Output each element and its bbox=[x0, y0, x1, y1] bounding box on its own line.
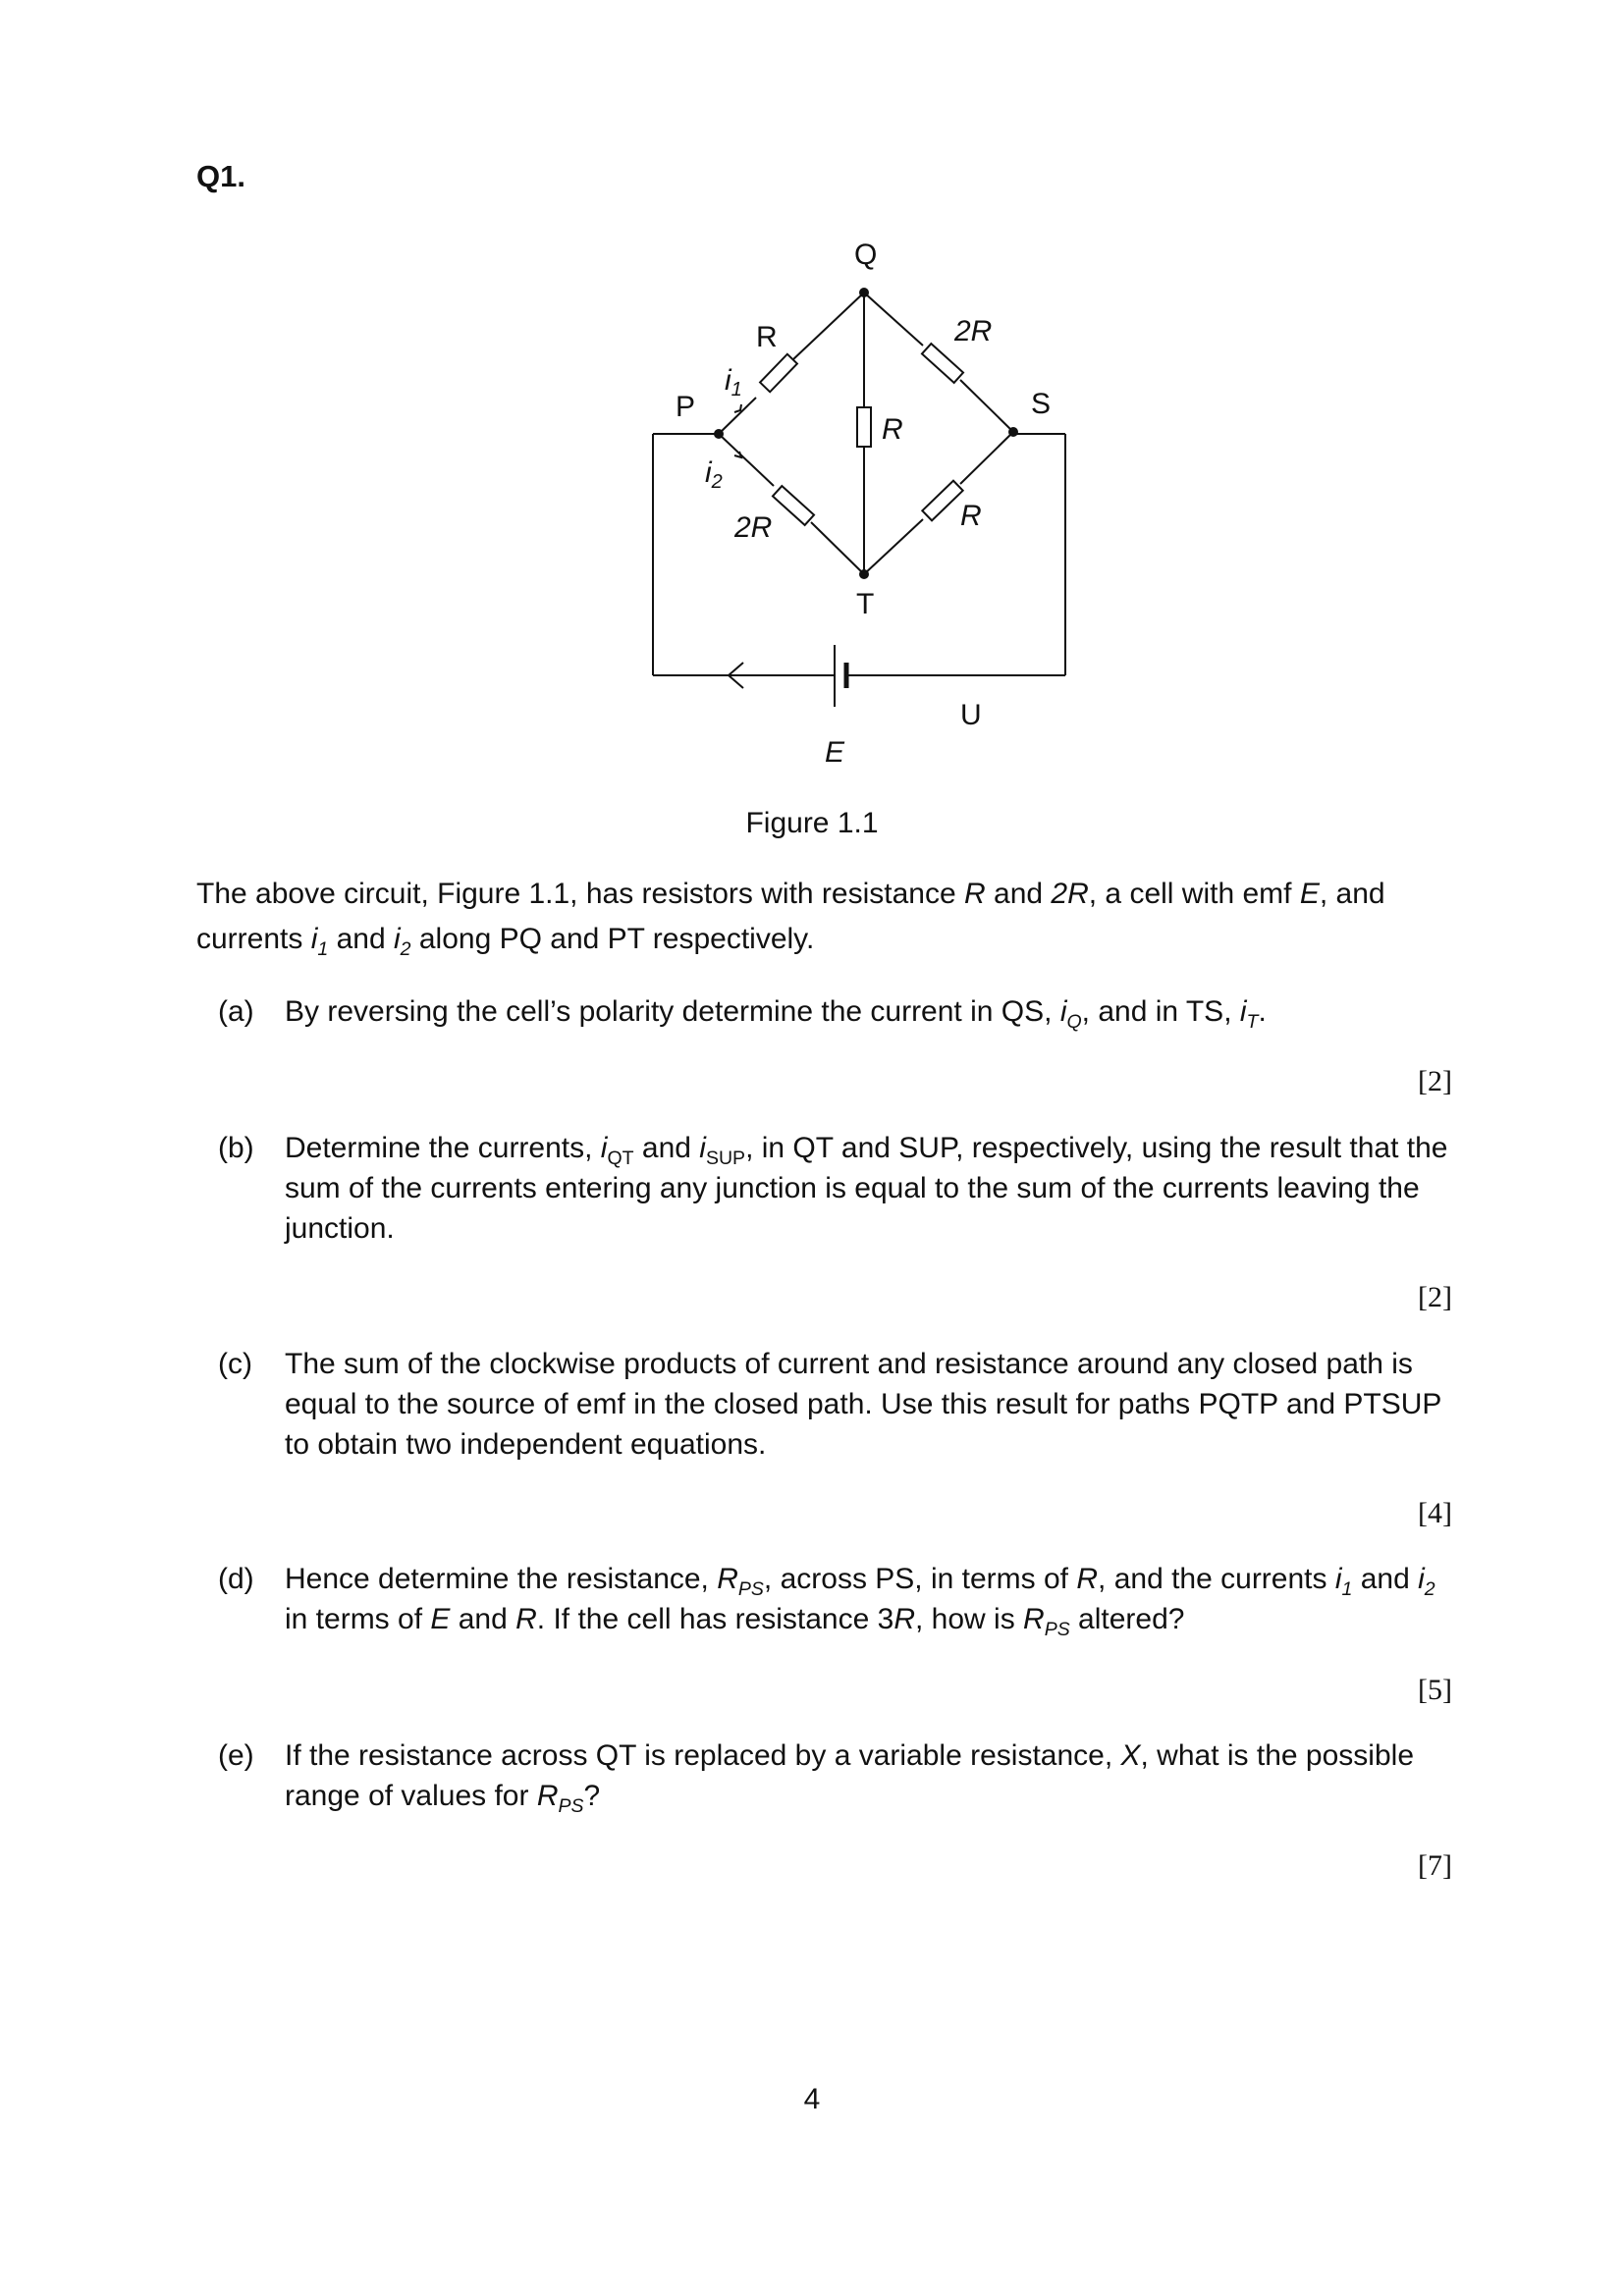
node-label-q: Q bbox=[854, 239, 878, 271]
part-a-marks: [2] bbox=[1418, 1065, 1452, 1097]
node-s-dot bbox=[1008, 427, 1018, 437]
part-e-text: If the resistance across QT is replaced by a variable resistance, X, what is the possible range of values for $R_{PS}$? bbox=[285, 1739, 1414, 1817]
node-q-dot bbox=[859, 288, 869, 297]
wire-pq-b bbox=[793, 293, 864, 359]
resistor-pq bbox=[760, 354, 797, 392]
part-c-text: The sum of the clockwise products of current and resistance around any closed path is equal to the source of emf in the closed path. Use this result for paths PQTP and PTSUP to obtain two independent equations. bbox=[285, 1348, 1441, 1461]
cell-label-e: E bbox=[825, 736, 845, 769]
resistor-pt bbox=[773, 486, 814, 525]
question-number: Q1. bbox=[196, 159, 245, 193]
part-b-label: (b) bbox=[218, 1132, 254, 1164]
resistor-ts bbox=[922, 481, 962, 521]
part-d bbox=[218, 1559, 1455, 1639]
part-b-text: Determine the currents, $i_{QT}$ and $i_{SUP}$, in QT and SUP, respectively, using the result that the sum of the currents entering any junction is equal to the sum of the currents leaving the junction. bbox=[285, 1132, 1448, 1245]
resistor-label-qt: R bbox=[882, 413, 903, 446]
part-d-marks: [5] bbox=[1418, 1674, 1452, 1706]
wire-qs-b bbox=[960, 380, 1013, 432]
part-c bbox=[218, 1344, 1455, 1465]
wire-ts-a bbox=[864, 519, 923, 574]
wire-pq-a bbox=[719, 398, 756, 434]
part-a-text: By reversing the cell’s polarity determine the current in QS, $i_Q$, and in TS, $i_T$. bbox=[285, 995, 1267, 1033]
wire-qs-a bbox=[864, 293, 923, 346]
current-arrow-i1 bbox=[734, 404, 741, 412]
node-label-s: S bbox=[1031, 388, 1052, 420]
part-a-label: (a) bbox=[218, 995, 254, 1028]
node-label-p: P bbox=[676, 391, 696, 423]
resistor-label-pq: R bbox=[756, 321, 778, 353]
part-d-label: (d) bbox=[218, 1563, 254, 1595]
figure-caption: Figure 1.1 bbox=[745, 807, 879, 839]
resistor-label-ts: R bbox=[960, 500, 982, 532]
resistor-qt bbox=[857, 407, 871, 447]
part-b bbox=[218, 1128, 1455, 1249]
part-d-text: Hence determine the resistance, $R_{PS}$, across PS, in terms of R, and the currents $i_1$ and $i_2$ in terms of E and R. If the cell has resistance 3R, how is $R_{PS}$ altered? bbox=[285, 1563, 1435, 1640]
node-label-t: T bbox=[856, 588, 875, 620]
part-c-marks: [4] bbox=[1418, 1497, 1452, 1529]
node-label-u: U bbox=[960, 699, 982, 731]
part-a bbox=[218, 991, 1455, 1032]
part-e bbox=[218, 1735, 1455, 1816]
intro-paragraph: The above circuit, Figure 1.1, has resistors with resistance R and 2R, a cell with emf E, and currents $i_1$ and $i_2$ along PQ and PT respectively. bbox=[196, 878, 1385, 960]
part-e-label: (e) bbox=[218, 1739, 254, 1772]
part-c-label: (c) bbox=[218, 1348, 252, 1380]
wire-pt-b bbox=[811, 522, 864, 574]
resistor-label-pt: 2R bbox=[734, 511, 773, 544]
part-b-marks: [2] bbox=[1418, 1281, 1452, 1313]
node-t-dot bbox=[859, 569, 869, 579]
part-e-marks: [7] bbox=[1418, 1849, 1452, 1882]
circuit-figure bbox=[619, 221, 1080, 790]
wire-pt-a bbox=[719, 434, 774, 486]
node-p-dot bbox=[714, 429, 724, 439]
wire-ts-b bbox=[960, 432, 1013, 484]
resistor-label-qs: 2R bbox=[954, 315, 993, 347]
resistor-qs bbox=[922, 344, 963, 383]
current-label-i1: $i_1$ bbox=[725, 364, 742, 400]
current-label-i2: $i_2$ bbox=[705, 456, 723, 493]
circuit-diagram bbox=[619, 221, 1080, 790]
page-number: 4 bbox=[803, 2083, 821, 2115]
